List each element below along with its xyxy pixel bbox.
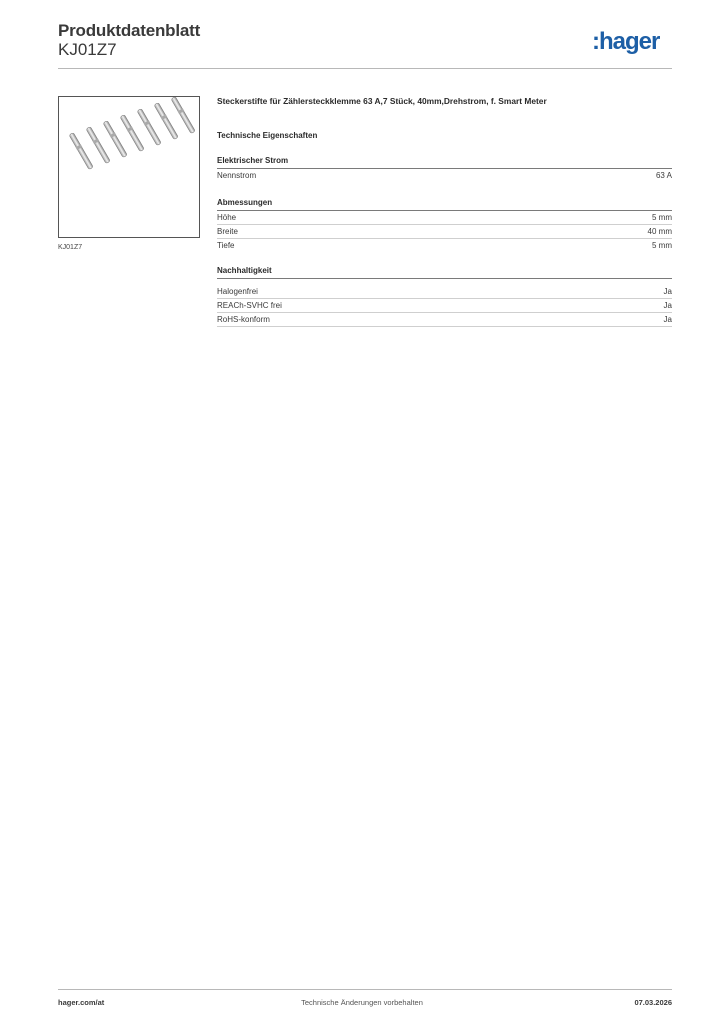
group-electric (217, 155, 672, 183)
pin-group (69, 97, 196, 170)
property-value: Ja (663, 301, 672, 310)
property-value: 40 mm (647, 227, 672, 236)
property-row (217, 299, 672, 313)
property-row (217, 313, 672, 327)
property-value: Ja (663, 315, 672, 324)
hager-logo (592, 28, 672, 56)
group-title: Elektrischer Strom (217, 155, 672, 169)
image-caption: KJ01Z7 (58, 244, 83, 251)
footer-date: 07.03.2026 (634, 998, 672, 1007)
property-label: Halogenfrei (217, 287, 258, 296)
group-title: Nachhaltigkeit (217, 265, 672, 279)
property-row (217, 211, 672, 225)
header-divider (58, 68, 672, 69)
footer-divider (58, 989, 672, 990)
property-label: Breite (217, 227, 238, 236)
property-row (217, 169, 672, 183)
footer-disclaimer: Technische Änderungen vorbehalten (301, 998, 423, 1007)
property-value: 5 mm (652, 213, 672, 222)
property-value: 63 A (655, 171, 672, 180)
product-code: KJ01Z7 (58, 40, 117, 59)
property-row (217, 239, 672, 253)
section-title: Technische Eigenschaften (217, 131, 318, 140)
property-label: REACh-SVHC frei (217, 301, 282, 310)
property-label: Tiefe (217, 241, 235, 250)
product-details (217, 96, 672, 327)
page-title: Produktdatenblatt (58, 21, 201, 40)
group-title: Abmessungen (217, 197, 672, 211)
product-image (58, 96, 200, 238)
property-value: 5 mm (652, 241, 672, 250)
property-label: RoHS-konform (217, 315, 270, 324)
group-sustainability (217, 265, 672, 327)
footer-website-link[interactable]: hager.com/at (58, 998, 105, 1007)
property-label: Nennstrom (217, 171, 257, 180)
property-label: Höhe (217, 213, 237, 222)
property-row (217, 285, 672, 299)
group-dimensions (217, 197, 672, 253)
contact-pins-illustration (59, 97, 199, 237)
property-value: Ja (663, 287, 672, 296)
hager-logo-text: :hager (592, 28, 660, 55)
product-description: Steckerstifte für Zählersteckklemme 63 A,7 Stück, 40mm,Drehstrom, f. Smart Meter (217, 96, 547, 106)
property-row (217, 225, 672, 239)
